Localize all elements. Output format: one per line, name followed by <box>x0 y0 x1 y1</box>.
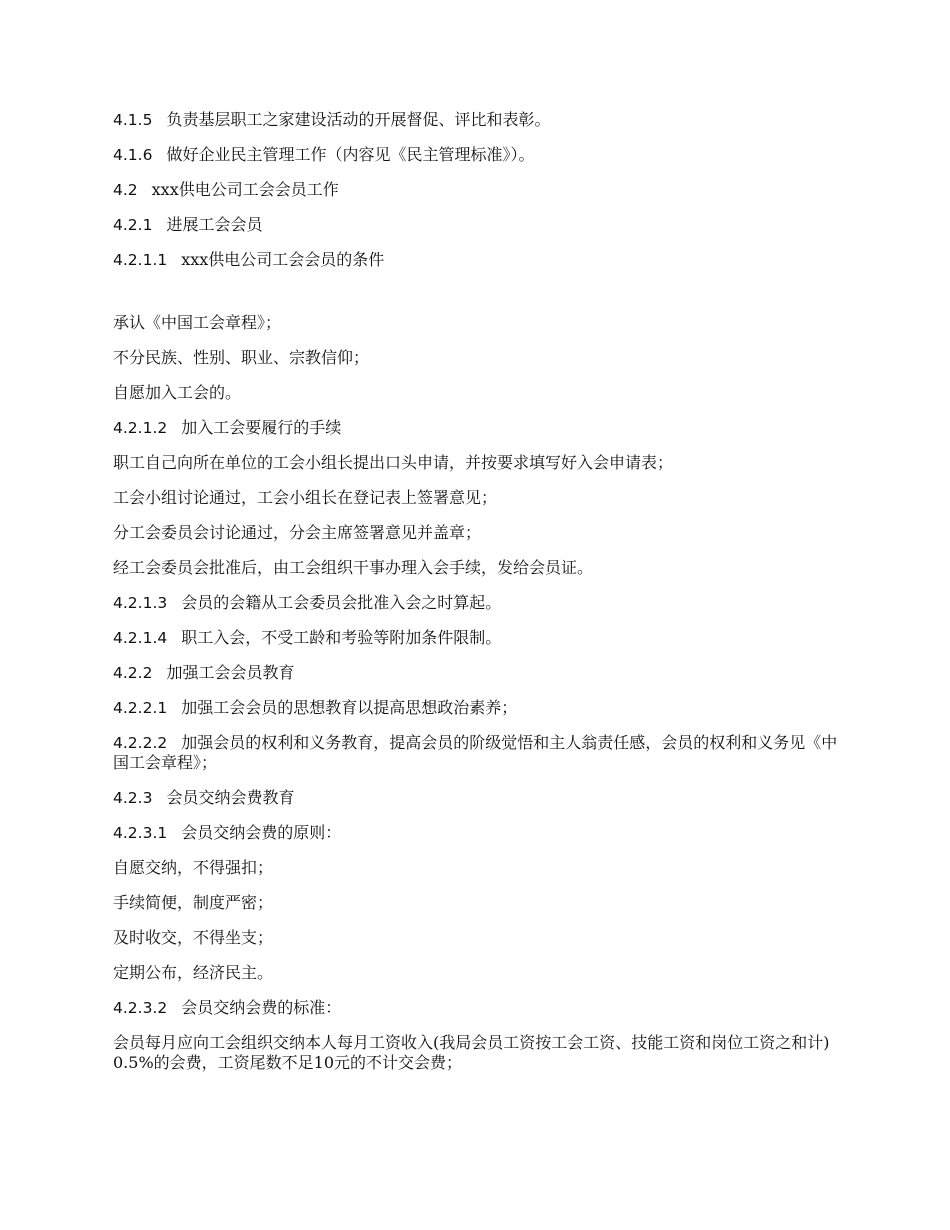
paragraph-text: 做好企业民主管理工作（内容见《民主管理标准》）。 <box>166 145 535 164</box>
heading-text: xxx供电公司工会会员工作 <box>151 180 339 199</box>
section-number: 4.2.2 <box>113 664 153 682</box>
section-number: 4.2.1.2 <box>113 419 168 437</box>
document-page <box>113 110 843 1088</box>
section-number: 4.2.1.1 <box>113 251 168 269</box>
section-number: 4.2.3.1 <box>113 824 168 842</box>
section-heading <box>113 250 843 270</box>
section-number: 4.2.3 <box>113 789 153 807</box>
list-item-text: 分工会委员会讨论通过，分会主席签署意见并盖章； <box>113 523 482 542</box>
paragraph <box>113 698 843 718</box>
paragraph-text: 会员每月应向工会组织交纳本人每月工资收入(我局会员工资按工会工资、技能工资和岗位工资之和计)0.5%的会费，工资尾数不足10元的不计交会费； <box>113 1033 830 1072</box>
list-item-text: 手续简便，制度严密； <box>113 893 274 912</box>
heading-text: 加入工会要履行的手续 <box>181 418 342 437</box>
section-number: 4.1.5 <box>113 111 153 129</box>
paragraph <box>113 145 843 165</box>
list-item <box>113 858 843 878</box>
section-number: 4.1.6 <box>113 146 153 164</box>
list-item-text: 承认《中国工会章程》； <box>113 313 282 332</box>
paragraph-text: 职工入会，不受工龄和考验等附加条件限制。 <box>181 628 502 647</box>
list-item <box>113 383 843 403</box>
section-heading <box>113 418 843 438</box>
paragraph <box>113 1033 843 1073</box>
list-item-text: 经工会委员会批准后，由工会组织干事办理入会手续，发给会员证。 <box>113 558 594 577</box>
paragraph-text: 加强工会会员的思想教育以提高思想政治素养； <box>181 698 518 717</box>
section-heading <box>113 788 843 808</box>
paragraph <box>113 733 843 773</box>
list-item <box>113 313 843 333</box>
section-number: 4.2.1.3 <box>113 594 168 612</box>
list-item <box>113 348 843 368</box>
list-item-text: 及时收交，不得坐支； <box>113 928 274 947</box>
blank-gap <box>113 285 843 313</box>
list-item <box>113 488 843 508</box>
paragraph-text: 负责基层职工之家建设活动的开展督促、评比和表彰。 <box>166 110 551 129</box>
paragraph-text: 加强会员的权利和义务教育，提高会员的阶级觉悟和主人翁责任感，会员的权利和义务见《中国工会章程》； <box>113 733 838 772</box>
heading-text: 加强工会会员教育 <box>166 663 295 682</box>
list-item <box>113 453 843 473</box>
section-heading <box>113 663 843 683</box>
section-heading <box>113 998 843 1018</box>
section-heading <box>113 180 843 200</box>
section-number: 4.2.1 <box>113 216 153 234</box>
list-item <box>113 523 843 543</box>
list-item-text: 职工自己向所在单位的工会小组长提出口头申请，并按要求填写好入会申请表； <box>113 453 674 472</box>
paragraph <box>113 628 843 648</box>
list-item-text: 工会小组讨论通过，工会小组长在登记表上签署意见； <box>113 488 498 507</box>
heading-text: 进展工会会员 <box>166 215 263 234</box>
section-number: 4.2.1.4 <box>113 629 168 647</box>
paragraph-text: 会员的会籍从工会委员会批准入会之时算起。 <box>181 593 502 612</box>
list-item <box>113 893 843 913</box>
section-heading <box>113 823 843 843</box>
heading-text: 会员交纳会费的原则： <box>181 823 342 842</box>
list-item-text: 自愿加入工会的。 <box>113 383 242 402</box>
paragraph <box>113 110 843 130</box>
list-item <box>113 963 843 983</box>
section-number: 4.2.2.2 <box>113 734 168 752</box>
section-number: 4.2.2.1 <box>113 699 168 717</box>
heading-text: 会员交纳会费的标准： <box>181 998 342 1017</box>
list-item-text: 定期公布，经济民主。 <box>113 963 274 982</box>
list-item-text: 自愿交纳，不得强扣； <box>113 858 274 877</box>
list-item-text: 不分民族、性别、职业、宗教信仰； <box>113 348 370 367</box>
list-item <box>113 558 843 578</box>
section-heading <box>113 215 843 235</box>
section-number: 4.2 <box>113 181 138 199</box>
heading-text: xxx供电公司工会会员的条件 <box>181 250 385 269</box>
paragraph <box>113 593 843 613</box>
section-number: 4.2.3.2 <box>113 999 168 1017</box>
heading-text: 会员交纳会费教育 <box>166 788 295 807</box>
list-item <box>113 928 843 948</box>
